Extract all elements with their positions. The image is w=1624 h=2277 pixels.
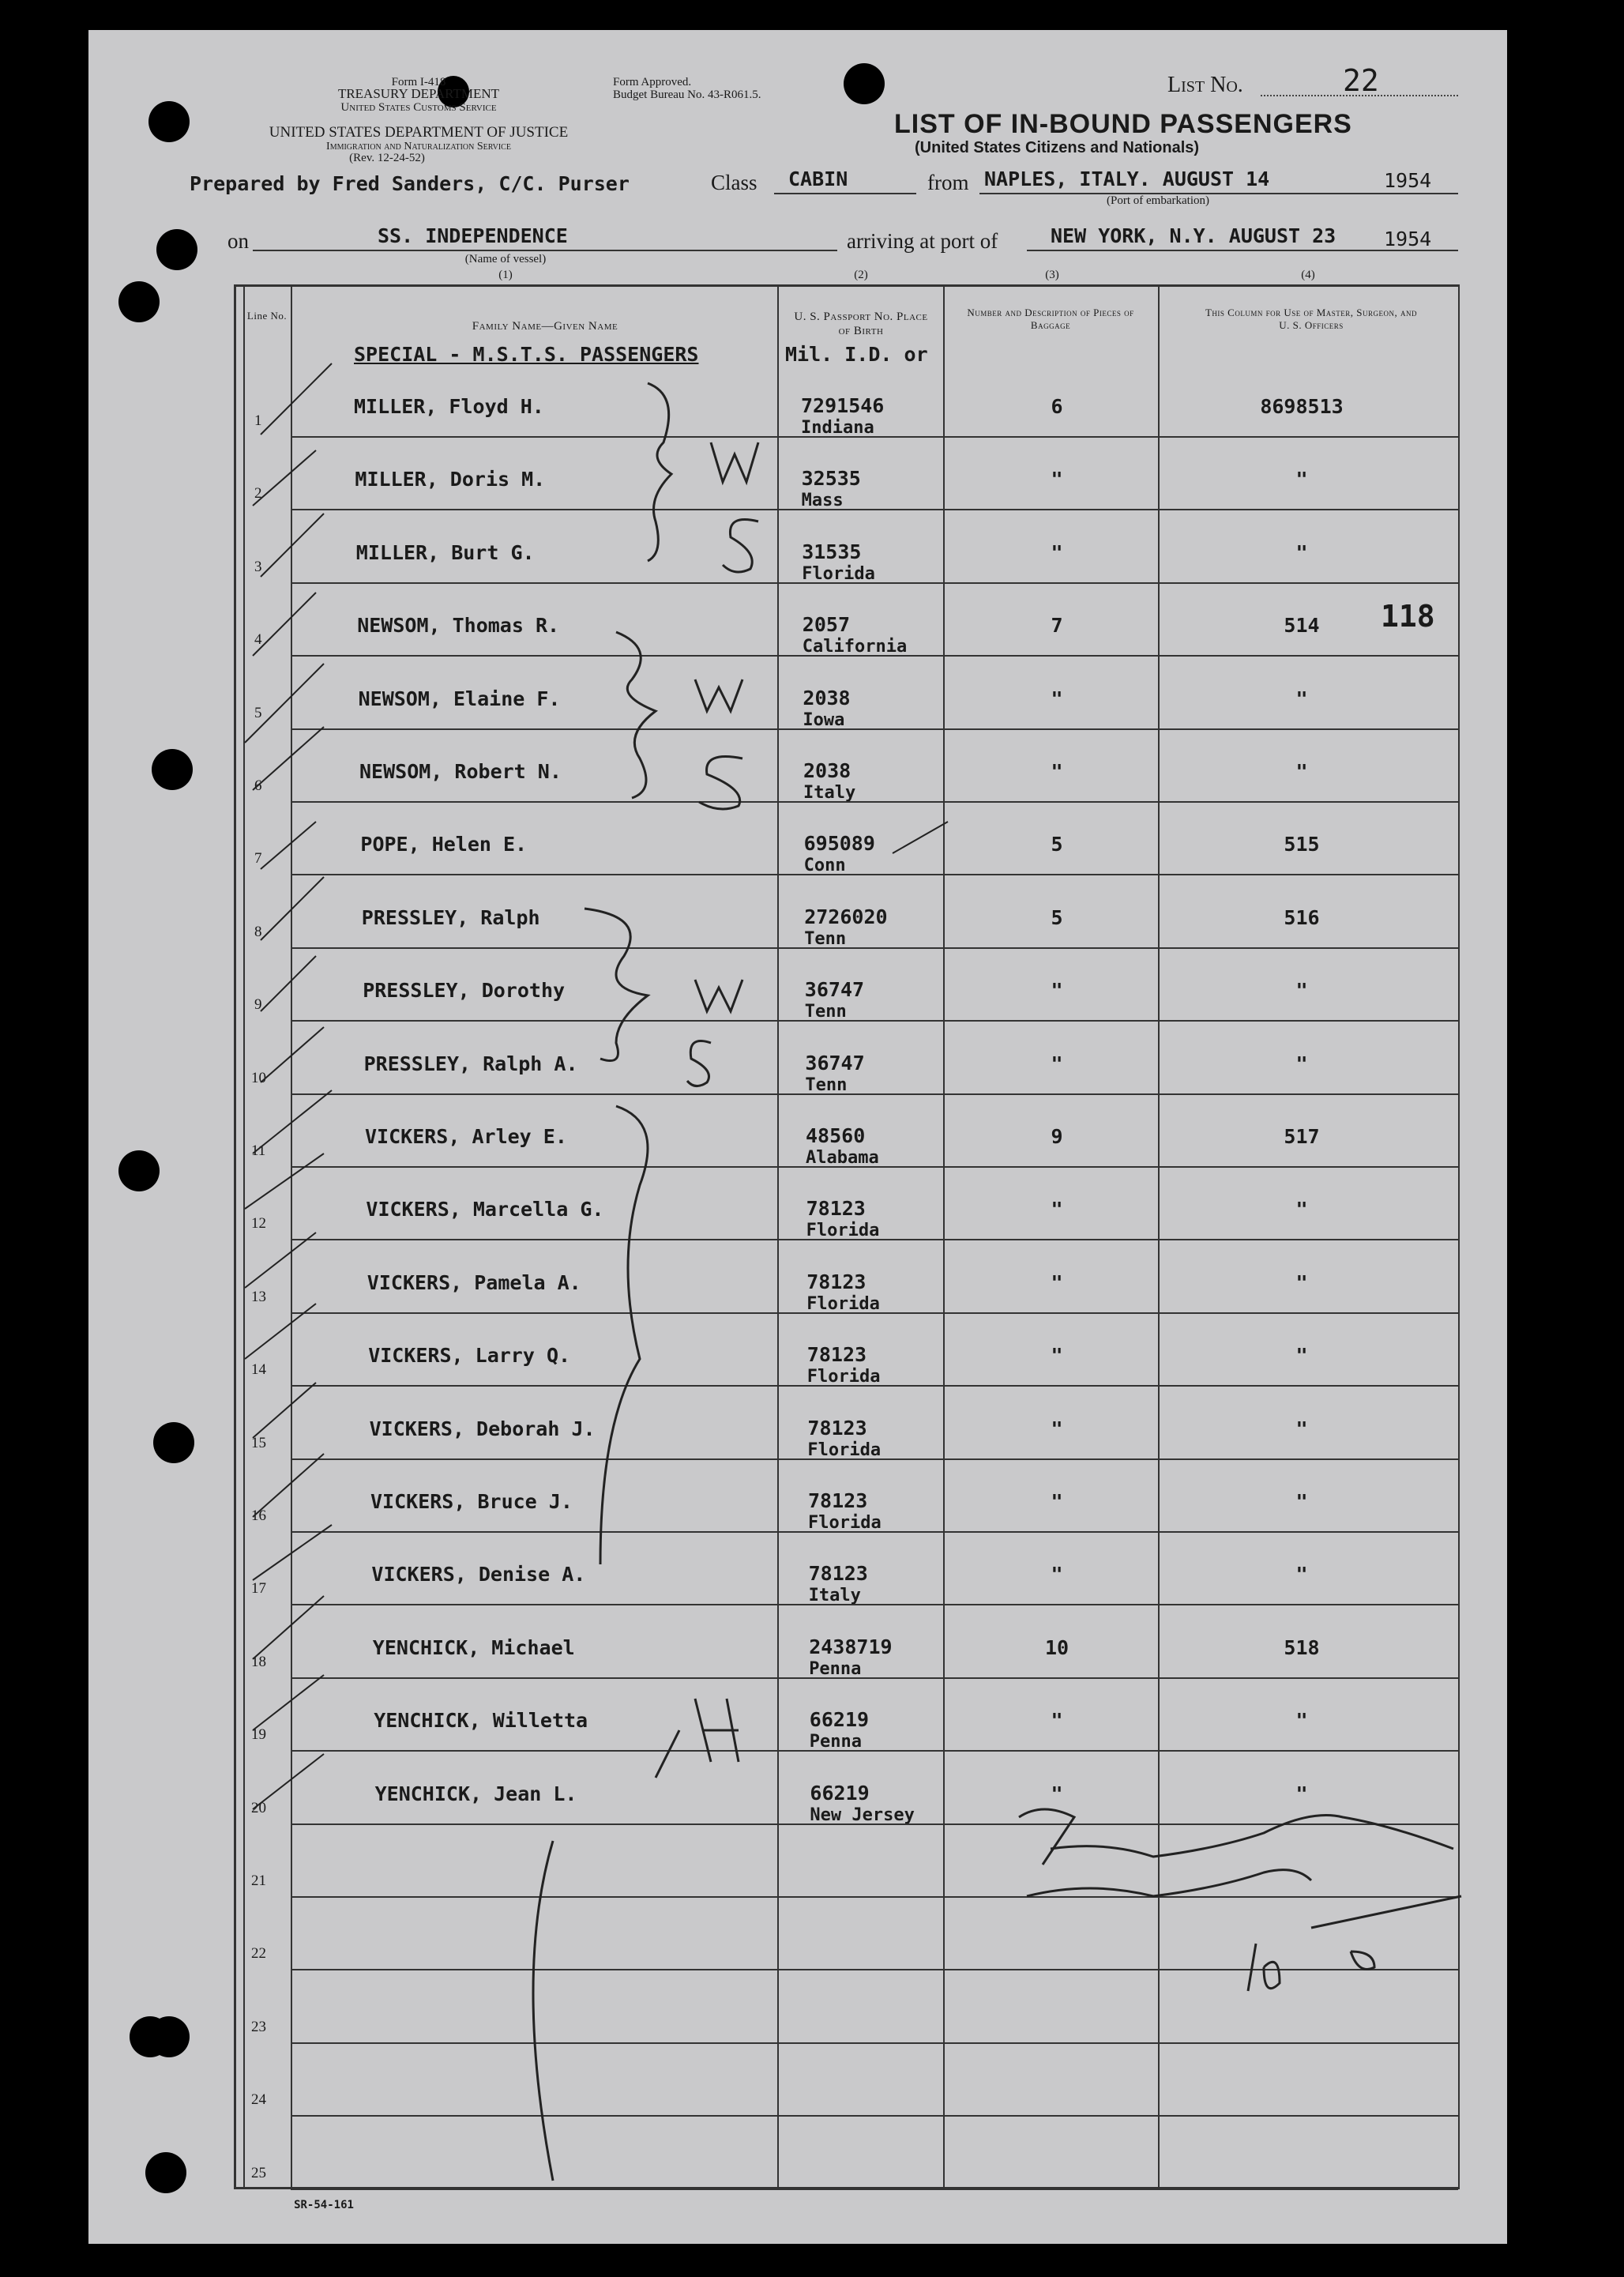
port-embark-caption: (Port of embarkation) — [1107, 194, 1209, 207]
passenger-name: VICKERS, Marcella G. — [366, 1198, 604, 1221]
officer-number: " — [1295, 1270, 1308, 1294]
section-heading: SPECIAL - M.S.T.S. PASSENGERS — [354, 343, 699, 366]
brace-marks — [533, 383, 671, 2181]
officer-number: " — [1295, 1417, 1308, 1440]
customs-service: United States Customs Service — [340, 101, 497, 114]
col-header-passport: U. S. Passport No. Place of Birth — [794, 310, 928, 337]
signature — [1019, 1809, 1461, 1991]
passport-number: 66219 — [810, 1781, 870, 1805]
year-suffix: 4 — [1419, 169, 1432, 192]
line-number: 11 — [251, 1142, 266, 1159]
line-number: 22 — [251, 1945, 266, 1963]
officer-number: " — [1295, 468, 1308, 491]
baggage-count: " — [1051, 1709, 1063, 1733]
form-approved: Form Approved. — [613, 76, 692, 88]
page-title: LIST OF IN-BOUND PASSENGERS — [894, 109, 1352, 139]
line-number: 5 — [254, 704, 262, 721]
place-of-birth: Florida — [806, 1367, 881, 1387]
passenger-name: YENCHICK, Willetta — [374, 1709, 588, 1733]
doj-heading: UNITED STATES DEPARTMENT OF JUSTICE — [269, 124, 569, 141]
on-label: on — [227, 229, 249, 253]
passport-number: 2726020 — [804, 905, 888, 928]
line-number: 23 — [251, 2018, 266, 2035]
form-revision: (Rev. 12-24-52) — [349, 152, 425, 164]
place-of-birth: Conn — [803, 856, 846, 876]
place-of-birth: Penna — [809, 1658, 862, 1679]
passenger-name: NEWSOM, Robert N. — [359, 760, 562, 783]
col-header-officers: This Column for Use of Master, Surgeon, and U. S. Officers — [1205, 307, 1418, 331]
place-of-birth: Mass — [801, 491, 844, 511]
officer-number: 8698513 — [1260, 395, 1344, 418]
place-of-birth: Florida — [807, 1440, 882, 1460]
baggage-count: " — [1051, 1344, 1063, 1368]
officer-number: " — [1295, 540, 1308, 564]
officer-number: 518 — [1284, 1635, 1320, 1659]
place-of-birth: Penna — [809, 1732, 863, 1752]
from-value: NAPLES, ITALY. AUGUST 14 — [984, 167, 1270, 190]
line-number: 6 — [254, 777, 262, 794]
place-of-birth: Iowa — [803, 709, 845, 730]
baggage-count: 10 — [1044, 1635, 1070, 1659]
passenger-name: VICKERS, Denise A. — [371, 1563, 586, 1586]
passenger-name: MILLER, Floyd H. — [354, 395, 544, 418]
officer-number: 517 — [1284, 1125, 1320, 1148]
handwritten-letters — [656, 442, 758, 1778]
page-subtitle: (United States Citizens and Nationals) — [915, 139, 1200, 156]
passport-number: 36747 — [805, 1051, 865, 1075]
ins-heading: Immigration and Naturalization Service — [326, 141, 511, 152]
passport-number: 2038 — [803, 759, 851, 782]
passenger-name: POPE, Helen E. — [360, 833, 528, 856]
col1-number: (1) — [498, 269, 513, 281]
year-suffix: 4 — [1419, 228, 1432, 250]
officer-number: " — [1295, 1563, 1308, 1586]
line-number: 1 — [254, 412, 262, 429]
treasury-dept: TREASURY DEPARTMENT — [337, 86, 500, 101]
from-label: from — [927, 171, 969, 194]
baggage-count: 6 — [1051, 395, 1063, 418]
passenger-name: NEWSOM, Thomas R. — [357, 614, 560, 638]
line-number: 13 — [251, 1288, 266, 1305]
passenger-name: PRESSLEY, Ralph A. — [363, 1052, 578, 1075]
line-number: 9 — [254, 996, 262, 1014]
baggage-count: " — [1051, 1490, 1063, 1513]
place-of-birth: Florida — [806, 1293, 880, 1314]
line-number: 19 — [251, 1726, 266, 1744]
vessel-caption: (Name of vessel) — [464, 253, 547, 265]
officer-number: " — [1295, 1709, 1308, 1733]
baggage-count: 9 — [1051, 1125, 1063, 1148]
baggage-count: 5 — [1051, 905, 1063, 929]
class-value: CABIN — [788, 167, 848, 190]
line-number: 17 — [251, 1580, 266, 1598]
place-of-birth: Italy — [803, 783, 856, 803]
passport-number: 2057 — [802, 613, 851, 637]
place-of-birth: Italy — [808, 1586, 861, 1606]
officer-number: " — [1295, 1198, 1308, 1221]
budget-bureau: Budget Bureau No. 43-R061.5. — [613, 88, 761, 101]
form-code: SR-54-161 — [294, 2199, 354, 2211]
officer-number: " — [1295, 1490, 1308, 1513]
passport-number: 66219 — [809, 1708, 870, 1732]
officer-number: " — [1295, 979, 1308, 1003]
passenger-name: VICKERS, Arley E. — [365, 1125, 567, 1148]
line-number: 3 — [254, 558, 262, 575]
line-number: 25 — [251, 2164, 266, 2181]
passport-number: 78123 — [806, 1343, 867, 1367]
passenger-name: PRESSLEY, Ralph — [361, 905, 540, 929]
passport-number: 48560 — [806, 1124, 866, 1147]
col4-number: (4) — [1301, 269, 1315, 281]
year-prefix: 195 — [1384, 169, 1420, 192]
officer-number: 514 — [1284, 614, 1320, 638]
baggage-count: " — [1051, 1198, 1063, 1221]
form-number: Form I-418 — [391, 76, 446, 88]
passenger-name: VICKERS, Larry Q. — [368, 1344, 571, 1368]
officer-number: " — [1295, 1782, 1308, 1805]
baggage-count: " — [1051, 1417, 1063, 1440]
passenger-name: YENCHICK, Jean L. — [374, 1782, 577, 1805]
passport-number: 78123 — [808, 1562, 868, 1586]
passport-number: 2438719 — [809, 1635, 893, 1658]
passenger-name: MILLER, Doris M. — [355, 468, 546, 491]
baggage-count: " — [1051, 540, 1063, 564]
line-number: 14 — [251, 1361, 266, 1379]
year-prefix: 195 — [1384, 228, 1420, 250]
baggage-count: " — [1051, 468, 1063, 491]
baggage-count: 5 — [1051, 833, 1063, 856]
line-number: 18 — [251, 1653, 266, 1670]
col-header-line: Line No. — [246, 310, 288, 322]
prepared-by: Prepared by Fred Sanders, C/C. Purser — [190, 172, 630, 195]
place-of-birth: Tenn — [804, 928, 847, 949]
passport-number: 7291546 — [801, 394, 885, 417]
line-number: 10 — [251, 1069, 266, 1086]
line-number: 24 — [251, 2091, 266, 2109]
class-label: Class — [711, 171, 757, 194]
place-of-birth: Indiana — [801, 418, 874, 438]
arriving-value: NEW YORK, N.Y. AUGUST 23 — [1051, 224, 1336, 247]
passport-number: 695089 — [803, 832, 875, 856]
line-number: 2 — [254, 485, 262, 502]
line-number: 8 — [254, 923, 262, 940]
arriving-label: arriving at port of — [847, 229, 998, 253]
baggage-count: " — [1051, 760, 1063, 783]
baggage-count: 7 — [1051, 614, 1063, 638]
place-of-birth: Alabama — [806, 1148, 879, 1168]
passenger-name: PRESSLEY, Dorothy — [363, 979, 566, 1003]
col-header-name: Family Name—Given Name — [472, 320, 618, 333]
officer-number: " — [1295, 1344, 1308, 1368]
list-no-value: 22 — [1343, 63, 1379, 98]
line-number: 4 — [254, 631, 262, 649]
vessel-name: SS. INDEPENDENCE — [378, 224, 568, 247]
baggage-count: " — [1051, 687, 1063, 710]
line-number: 16 — [251, 1507, 266, 1524]
passport-number: 32535 — [801, 467, 861, 491]
baggage-count: " — [1051, 1563, 1063, 1586]
passenger-name: MILLER, Burt G. — [355, 540, 535, 564]
passenger-name: VICKERS, Deborah J. — [369, 1417, 596, 1440]
col3-number: (3) — [1045, 269, 1059, 281]
passenger-name: YENCHICK, Michael — [372, 1635, 575, 1659]
col2-number: (2) — [854, 269, 868, 281]
baggage-count: " — [1051, 1052, 1063, 1075]
place-of-birth: Tenn — [804, 1002, 847, 1022]
officer-number: " — [1295, 760, 1308, 783]
place-of-birth: Tenn — [805, 1075, 848, 1095]
line-number: 15 — [251, 1434, 266, 1451]
passport-number: 2038 — [803, 686, 851, 709]
margin-number: 118 — [1381, 599, 1435, 634]
officer-number: 516 — [1284, 905, 1320, 929]
passport-number: 78123 — [807, 1416, 867, 1440]
col-header-baggage: Number and Description of Pieces of Baggage — [967, 307, 1134, 331]
baggage-count: " — [1051, 979, 1063, 1003]
list-no-label: List No. — [1167, 73, 1243, 97]
passenger-name: NEWSOM, Elaine F. — [358, 687, 561, 710]
passport-number: 78123 — [806, 1270, 867, 1293]
passport-number: 31535 — [802, 540, 862, 563]
line-number: 7 — [254, 850, 262, 868]
place-of-birth: California — [802, 637, 908, 657]
passport-number: 36747 — [804, 978, 865, 1002]
line-number: 21 — [251, 1872, 266, 1889]
officer-number: " — [1295, 687, 1308, 710]
passport-number: 78123 — [806, 1197, 866, 1221]
passenger-name: VICKERS, Pamela A. — [367, 1270, 581, 1294]
tick-marks — [245, 363, 948, 1809]
line-number: 20 — [251, 1799, 266, 1816]
passenger-name: VICKERS, Bruce J. — [370, 1490, 573, 1513]
place-of-birth: Florida — [802, 563, 875, 584]
baggage-count: " — [1051, 1782, 1063, 1805]
officer-number: " — [1295, 1052, 1308, 1075]
place-of-birth: New Jersey — [810, 1805, 915, 1825]
baggage-count: " — [1051, 1270, 1063, 1294]
line-number: 12 — [251, 1215, 266, 1233]
passport-number: 78123 — [808, 1489, 868, 1512]
place-of-birth: Florida — [806, 1221, 880, 1241]
officer-number: 515 — [1284, 833, 1320, 856]
place-of-birth: Florida — [808, 1513, 882, 1533]
passport-heading: Mil. I.D. or — [785, 343, 928, 366]
